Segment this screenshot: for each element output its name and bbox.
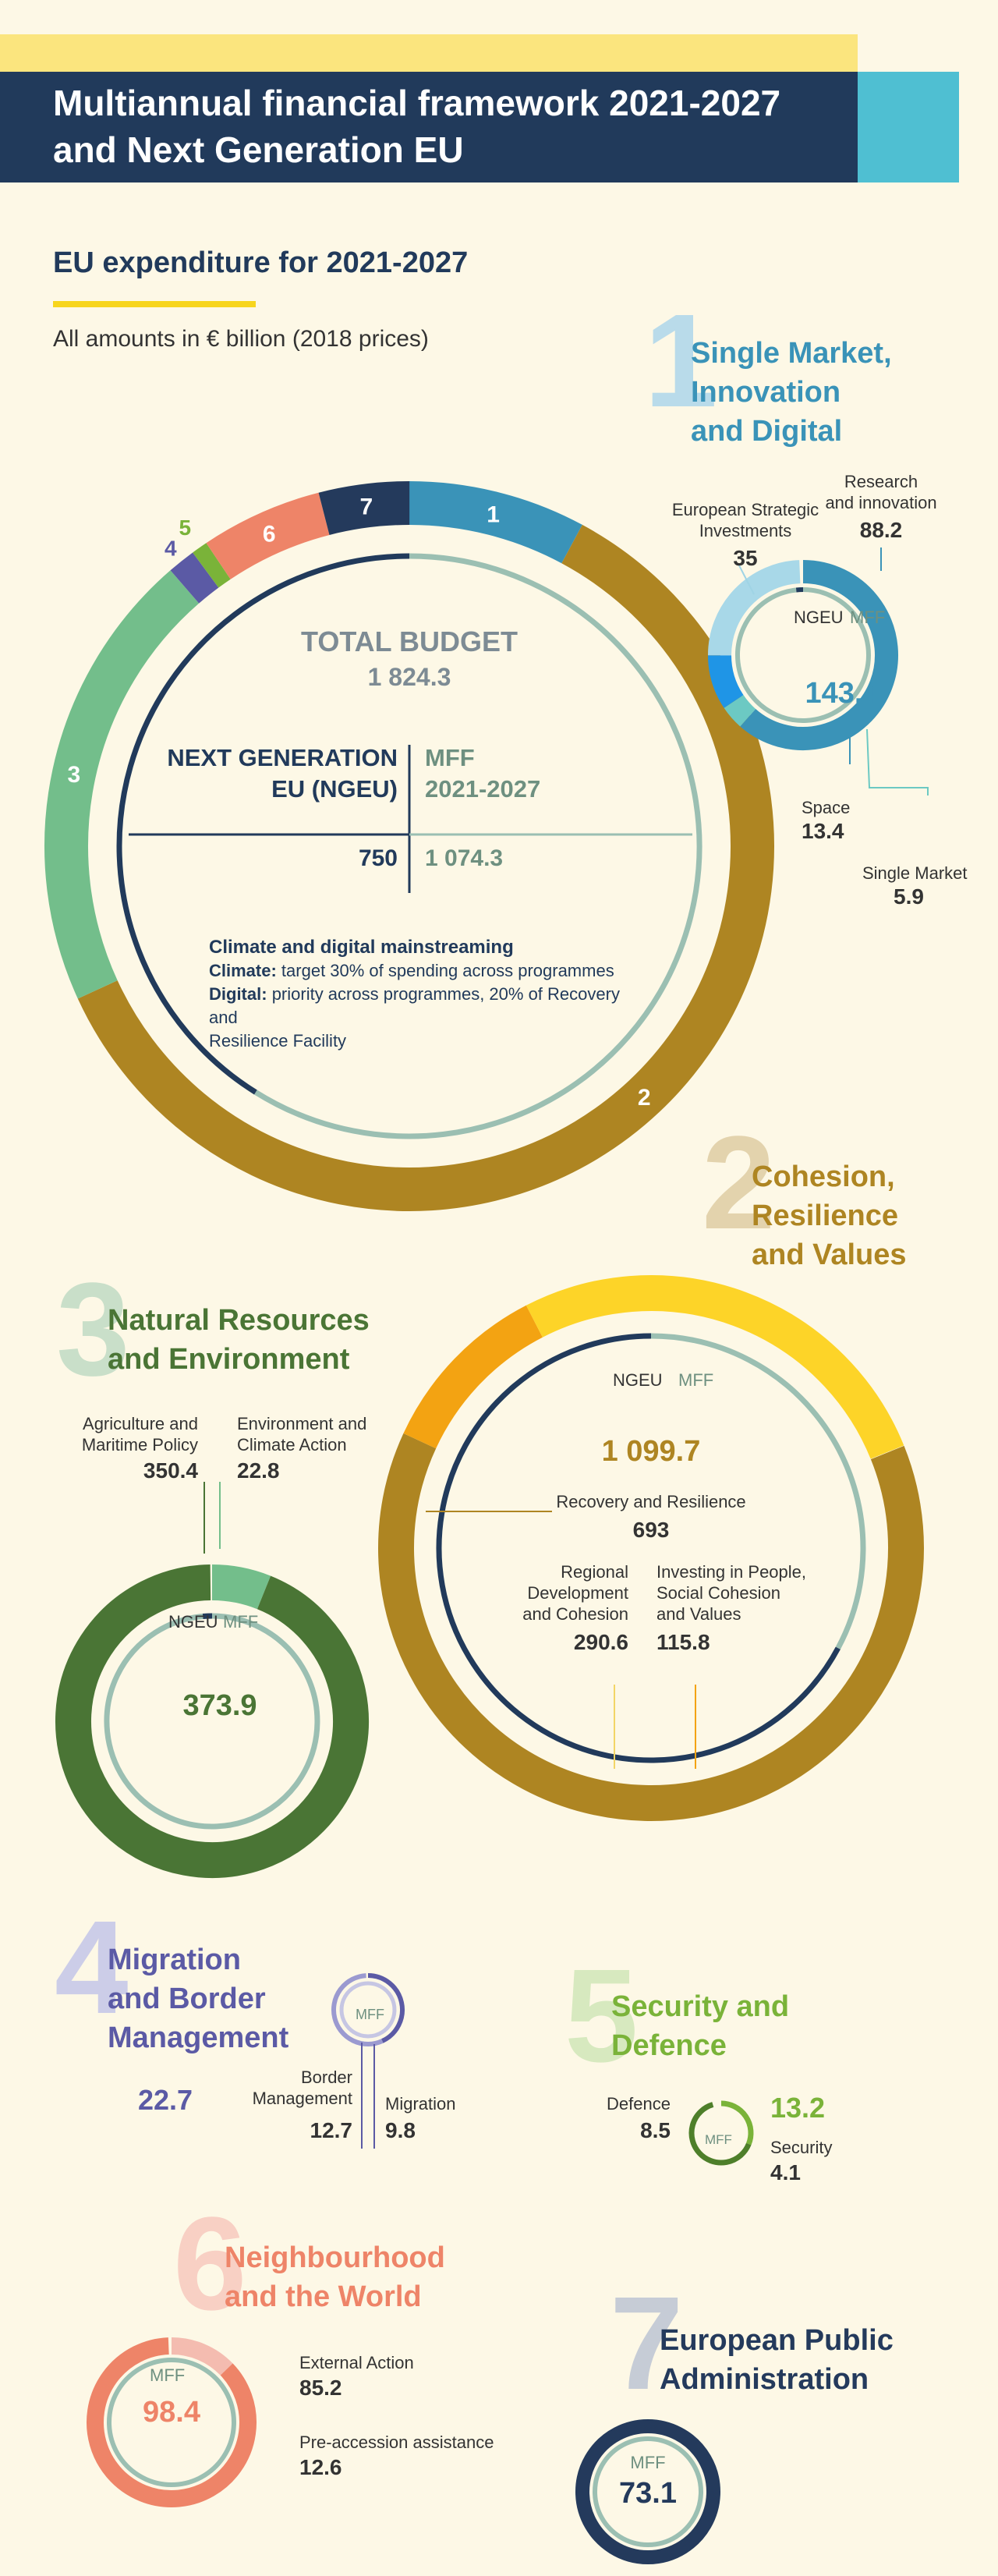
h1-esi-value: 35 — [733, 546, 758, 570]
heading-6-line-1: Neighbourhood — [225, 2241, 445, 2274]
h1-esi-line-2: Investments — [699, 521, 792, 540]
h1-ri-label — [819, 471, 943, 513]
h1-esi-line-1: European Strategic — [671, 500, 819, 519]
h3-agri-line-2: Maritime Policy — [81, 1435, 198, 1455]
c1-segment-single-market — [734, 701, 748, 718]
section-subtitle: EU expenditure for 2021-2027 — [53, 246, 469, 279]
h2-reg-line-1: Regional — [561, 1562, 628, 1582]
h4-border-label — [234, 2067, 352, 2109]
main-segment-label-1: 1 — [487, 501, 500, 528]
h1-total-value: 143.4 — [805, 677, 879, 710]
mff-label-line-1: MFF — [425, 744, 475, 771]
heading-5-number: 5 — [564, 1942, 639, 2090]
chart-2-donut — [366, 1263, 928, 1833]
h2-rrf-label: Recovery and Resilience — [556, 1492, 746, 1511]
h7-mff-label: MFF — [630, 2453, 666, 2472]
h4-border-value: 12.7 — [310, 2118, 352, 2142]
digital-text-1: priority across programmes, 20% of Recovery and — [209, 984, 620, 1027]
h1-ngeu-label: NGEU — [794, 608, 844, 627]
h4-total-value: 22.7 — [137, 2084, 193, 2116]
h3-mff-label: MFF — [223, 1612, 259, 1632]
title-line-1: Multiannual financial framework 2021-2027 — [53, 83, 781, 123]
h2-inv-line-2: Social Cohesion — [656, 1583, 780, 1603]
h1-sm-value: 5.9 — [894, 884, 924, 909]
h1-ri-line-2: and innovation — [825, 493, 937, 512]
heading-4-title — [108, 1940, 288, 2057]
heading-2-line-1: Cohesion, — [752, 1160, 895, 1193]
h2-ngeu-label: NGEU — [613, 1370, 663, 1390]
h4-migration-label: Migration — [385, 2094, 456, 2114]
h7-total-value: 73.1 — [619, 2477, 677, 2510]
heading-6-number: 6 — [173, 2190, 247, 2338]
heading-5-line-2: Defence — [611, 2029, 727, 2062]
total-budget-label: TOTAL BUDGET — [301, 625, 518, 657]
h6-ext-label: External Action — [299, 2353, 414, 2372]
h6-pre-label: Pre-accession assistance — [299, 2432, 494, 2452]
heading-2-line-3: and Values — [752, 1238, 907, 1271]
mff-label-line-2: 2021-2027 — [425, 775, 541, 803]
h1-space-value: 13.4 — [802, 819, 844, 843]
climate-text: target 30% of spending across programmes — [281, 961, 614, 980]
h6-pre-value: 12.6 — [299, 2455, 342, 2479]
mff-value: 1 074.3 — [425, 845, 504, 871]
h2-reg-value: 290.6 — [573, 1630, 628, 1654]
climate-note — [209, 959, 646, 983]
h1-esi-label — [667, 499, 823, 541]
h5-defence-label: Defence — [607, 2094, 671, 2114]
heading-7-line-2: Administration — [660, 2363, 869, 2396]
h5-security-value: 4.1 — [770, 2160, 801, 2184]
ngeu-label — [133, 742, 398, 805]
h5-total-value: 13.2 — [770, 2092, 826, 2124]
heading-3-line-2: and Environment — [108, 1343, 350, 1376]
h3-env-line-1: Environment and — [237, 1414, 367, 1433]
heading-2-number: 2 — [702, 1109, 776, 1257]
chart-2-inner — [439, 1336, 863, 1760]
heading-1-title — [691, 334, 892, 451]
heading-2-title — [752, 1157, 907, 1274]
heading-7-line-1: European Public — [660, 2324, 894, 2357]
heading-2-line-2: Resilience — [752, 1199, 898, 1232]
h3-ngeu-label: NGEU — [168, 1612, 218, 1632]
chart-1-donut — [702, 538, 982, 803]
h1-ri-line-1: Research — [844, 472, 918, 491]
chart-1-segments — [720, 572, 887, 739]
main-segment-label-4: 4 — [165, 536, 177, 561]
h3-env-value: 22.8 — [237, 1458, 280, 1483]
h2-inv-label — [656, 1561, 828, 1625]
chart-3-donut — [48, 1482, 391, 1887]
h2-reg-line-3: and Cohesion — [522, 1604, 628, 1624]
h6-ext-value: 85.2 — [299, 2376, 342, 2400]
h3-agri-label — [72, 1413, 198, 1455]
h2-total-value: 1 099.7 — [601, 1435, 701, 1468]
ngeu-label-line-2: EU (NGEU) — [271, 775, 398, 803]
heading-1-number: 1 — [644, 287, 718, 435]
heading-5-line-1: Security and — [611, 1990, 790, 2023]
h6-mff-label: MFF — [150, 2365, 186, 2385]
c1-segment-space — [720, 655, 734, 701]
c3-segment-environment — [212, 1582, 264, 1593]
heading-4-line-1: Migration — [108, 1944, 241, 1976]
h3-total-value: 373.9 — [182, 1689, 257, 1722]
main-segment-4 — [185, 570, 206, 586]
heading-7-number: 7 — [610, 2270, 684, 2418]
h2-rrf-value: 693 — [632, 1518, 670, 1542]
main-segment-label-7: 7 — [359, 494, 373, 520]
h1-ri-value: 88.2 — [859, 518, 903, 542]
h5-mff-label: MFF — [705, 2132, 732, 2147]
heading-4-line-2: and Border — [108, 1982, 266, 2015]
heading-5-title — [611, 1987, 789, 2065]
h1-sm-label: Single Market — [862, 863, 968, 883]
main-segment-label-5: 5 — [179, 516, 192, 540]
h4-mff-label: MFF — [356, 2007, 384, 2022]
heading-3-number: 3 — [56, 1256, 130, 1404]
units-note: All amounts in € billion (2018 prices) — [53, 326, 429, 352]
heading-4-number: 4 — [55, 1894, 129, 2042]
mainstreaming-note — [209, 936, 646, 1053]
h1-mff-label: MFF — [850, 608, 886, 627]
h3-agri-line-1: Agriculture and — [83, 1414, 198, 1433]
inner-ngeu-arc — [439, 1336, 838, 1760]
h5-security-label: Security — [770, 2138, 833, 2157]
ngeu-value: 750 — [358, 845, 398, 871]
h2-reg-line-2: Development — [527, 1583, 628, 1603]
heading-4-line-3: Management — [108, 2021, 289, 2054]
mainstreaming-title: Climate and digital mainstreaming — [209, 937, 514, 958]
h2-inv-value: 115.8 — [656, 1630, 710, 1654]
h5-defence-value: 8.5 — [640, 2118, 671, 2142]
heading-6-line-2: and the World — [225, 2280, 422, 2313]
mff-label — [425, 742, 659, 805]
chart-1-leader-sm — [867, 729, 928, 795]
climate-label: Climate: — [209, 961, 277, 980]
digital-text-2: Resilience Facility — [209, 1031, 347, 1051]
title-line-2: and Next Generation EU — [53, 129, 464, 170]
digital-note — [209, 983, 646, 1029]
heading-3-title — [108, 1301, 370, 1379]
h4-migration-value: 9.8 — [385, 2118, 416, 2142]
main-segment-label-6: 6 — [262, 521, 276, 547]
heading-1-line-2: Innovation — [691, 376, 841, 409]
h6-total-value: 98.4 — [143, 2396, 200, 2429]
h1-space-label: Space — [802, 798, 851, 817]
heading-6-title — [225, 2238, 445, 2316]
h2-inv-line-3: and Values — [656, 1604, 741, 1624]
main-segment-label-2: 2 — [637, 1084, 651, 1111]
h3-agri-value: 350.4 — [143, 1458, 198, 1483]
heading-3-line-1: Natural Resources — [108, 1304, 370, 1337]
heading-7-title — [660, 2321, 894, 2399]
heading-1-line-3: and Digital — [691, 415, 843, 448]
ngeu-label-line-1: NEXT GENERATION — [167, 744, 398, 771]
h4-border-line-1: Border — [300, 2068, 352, 2087]
h3-env-line-2: Climate Action — [237, 1435, 347, 1455]
h3-env-label — [237, 1413, 393, 1455]
main-segment-label-3: 3 — [67, 762, 81, 788]
total-budget-value: 1 824.3 — [367, 663, 451, 691]
h4-border-line-2: Management — [252, 2089, 352, 2108]
main-segment-5 — [206, 561, 218, 570]
h2-inv-line-1: Investing in People, — [656, 1562, 807, 1582]
digital-label: Digital: — [209, 984, 267, 1004]
h2-mff-label: MFF — [678, 1370, 714, 1390]
heading-1-line-1: Single Market, — [691, 337, 892, 370]
h2-reg-label — [496, 1561, 628, 1625]
c1-segment-esi — [720, 572, 800, 655]
